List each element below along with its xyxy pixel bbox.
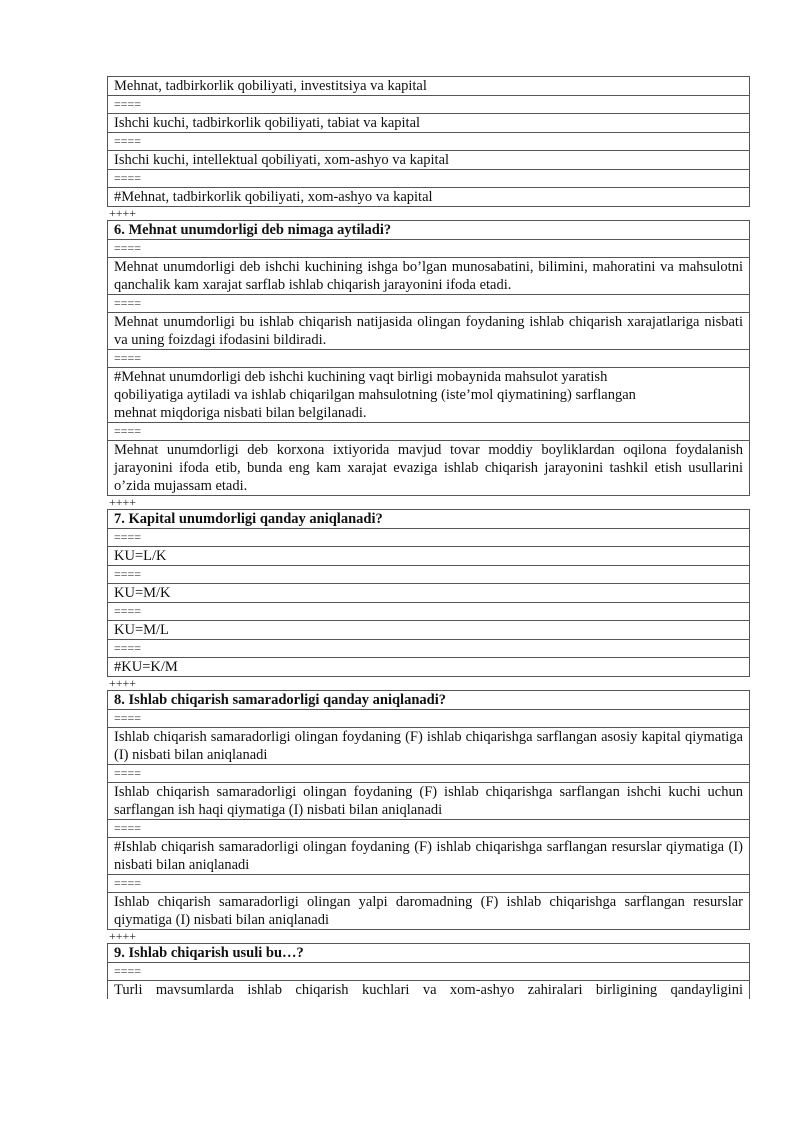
end-marker: ++++: [109, 495, 137, 509]
test-document: [107, 76, 750, 999]
answer-option: Ishlab chiqarish samaradorligi olingan foydaning (F) ishlab chiqarishga sarflangan asosiy kapital qiymatiga (I) nisbati bilan aniqlanadi: [107, 728, 750, 765]
answer-option: KU=M/K: [107, 584, 750, 603]
answer-option-correct: #KU=K/M: [107, 658, 750, 677]
answer-option: KU=M/L: [107, 621, 750, 640]
answer-option: Mehnat, tadbirkorlik qobiliyati, investitsiya va kapital: [107, 76, 750, 96]
answer-option: Ishlab chiqarish samaradorligi olingan foydaning (F) ishlab chiqarishga sarflangan ishchi kuchi uchun sarflangan ish haqi qiymatiga (I) nisbati bilan aniqlanadi: [107, 783, 750, 820]
answer-option: KU=L/K: [107, 547, 750, 566]
separator: ====: [107, 640, 750, 658]
separator: ====: [107, 566, 750, 584]
end-marker: ++++: [109, 929, 137, 943]
answer-option: Mehnat unumdorligi bu ishlab chiqarish natijasida olingan foydaning ishlab chiqarish xarajatlariga nisbati va uning foizdagi ifodasini bildiradi.: [107, 313, 750, 350]
question-title: 6. Mehnat unumdorligi deb nimaga aytiladi?: [107, 220, 750, 240]
separator: ====: [107, 765, 750, 783]
separator: ====: [107, 875, 750, 893]
question-title: 9. Ishlab chiqarish usuli bu…?: [107, 943, 750, 963]
answer-option: Turli mavsumlarda ishlab chiqarish kuchlari va xom-ashyo zahiralari birligining qandayligini: [107, 981, 750, 999]
separator: ====: [107, 96, 750, 114]
separator: ====: [107, 963, 750, 981]
answer-option: Ishchi kuchi, intellektual qobiliyati, xom-ashyo va kapital: [107, 151, 750, 170]
answer-option: Mehnat unumdorligi deb korxona ixtiyorida mavjud tovar moddiy boyliklardan oqilona foydalanish jarayonini ifoda etib, bunda eng kam xarajat evaziga ishlab chiqarish jarayonini tashkil etish usullarini o’zida mujassam etadi.: [107, 441, 750, 496]
question-title: 7. Kapital unumdorligi qanday aniqlanadi?: [107, 509, 750, 529]
separator: ====: [107, 170, 750, 188]
separator: ====: [107, 820, 750, 838]
question-5-block: [107, 76, 750, 207]
separator: ====: [107, 603, 750, 621]
separator: ====: [107, 240, 750, 258]
answer-option-correct: #Ishlab chiqarish samaradorligi olingan foydaning (F) ishlab chiqarishga sarflangan resurslar qiymatiga (I) nisbati bilan aniqlanadi: [107, 838, 750, 875]
answer-option: Mehnat unumdorligi deb ishchi kuchining ishga bo’lgan munosabatini, bilimini, mahoratini va mahsulotni qanchalik kam xarajat sarflab ishlab chiqarish jarayonini ifoda etadi.: [107, 258, 750, 295]
separator: ====: [107, 350, 750, 368]
question-6-block: [107, 220, 750, 496]
answer-option-correct: #Mehnat unumdorligi deb ishchi kuchining vaqt birligi mobaynida mahsulot yaratish qobiliyatiga aytiladi va ishlab chiqarilgan mahsulotning (iste’mol qiymatining) sarflangan mehnat miqdoriga nisbati bilan belgilanadi.: [107, 368, 750, 423]
separator: ====: [107, 295, 750, 313]
end-marker: ++++: [109, 206, 137, 220]
question-8-block: [107, 690, 750, 930]
end-marker: ++++: [109, 676, 137, 690]
answer-option: Ishchi kuchi, tadbirkorlik qobiliyati, tabiat va kapital: [107, 114, 750, 133]
question-7-block: [107, 509, 750, 677]
answer-option: Ishlab chiqarish samaradorligi olingan yalpi daromadning (F) ishlab chiqarishga sarflangan resurslar qiymatiga (I) nisbati bilan aniqlanadi: [107, 893, 750, 930]
separator: ====: [107, 529, 750, 547]
separator: ====: [107, 133, 750, 151]
question-9-block: [107, 943, 750, 999]
separator: ====: [107, 710, 750, 728]
question-title: 8. Ishlab chiqarish samaradorligi qanday aniqlanadi?: [107, 690, 750, 710]
separator: ====: [107, 423, 750, 441]
answer-option-correct: #Mehnat, tadbirkorlik qobiliyati, xom-ashyo va kapital: [107, 188, 750, 207]
